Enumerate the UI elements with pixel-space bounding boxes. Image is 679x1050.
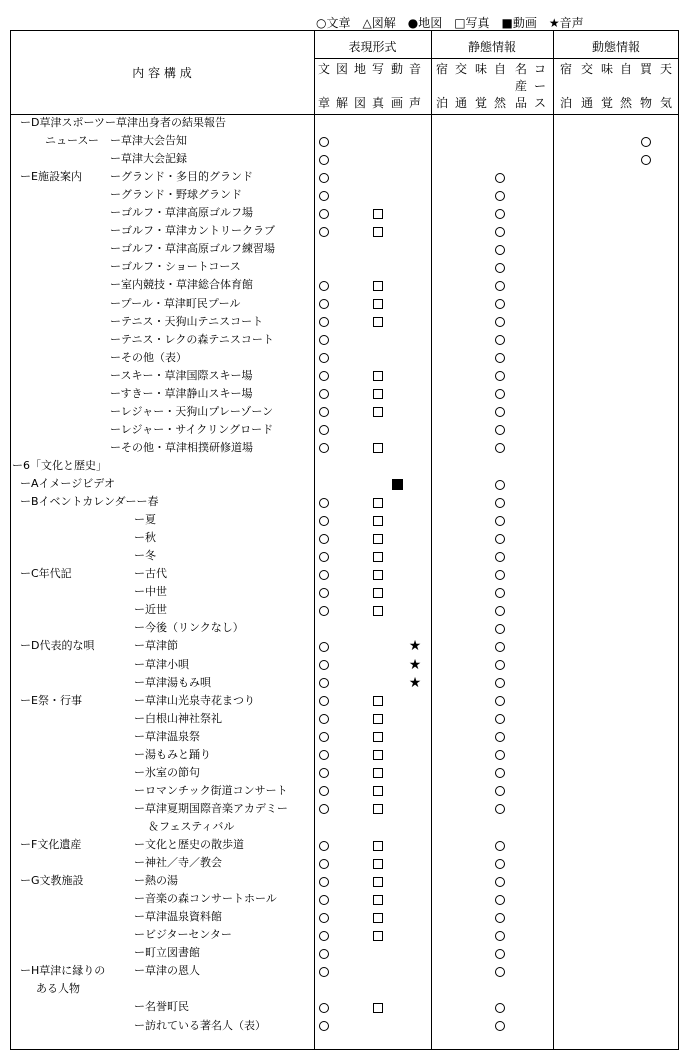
row-item: ー町立図書館 — [134, 946, 200, 960]
static-column-header: 味 — [474, 62, 487, 76]
circle-mark — [491, 890, 509, 908]
circle-mark — [315, 349, 333, 367]
square-mark — [369, 872, 387, 890]
circle-mark — [491, 511, 509, 529]
dynamic-column-header: 然 — [619, 96, 632, 110]
dynamic-column-header: 泊 — [559, 96, 572, 110]
row-category: ーE祭・行事 — [20, 693, 82, 707]
static-column-header: ス — [533, 96, 546, 110]
square-mark — [369, 728, 387, 746]
legend-item: □写真 — [454, 16, 490, 30]
row-item: ーすきー・草津静山スキー場 — [110, 386, 253, 400]
static-column-header: 名 — [514, 62, 527, 76]
circle-mark — [315, 547, 333, 565]
circle-mark — [315, 276, 333, 294]
row-item: ー神社／寺／教会 — [134, 856, 222, 870]
square-mark — [369, 276, 387, 294]
circle-mark — [315, 637, 333, 655]
circle-mark — [491, 998, 509, 1016]
circle-mark — [491, 854, 509, 872]
circle-mark — [315, 782, 333, 800]
static-column-header: 品 — [514, 96, 527, 110]
circle-mark — [315, 890, 333, 908]
legend-item: ●地図 — [407, 16, 443, 30]
square-mark — [369, 204, 387, 222]
circle-mark — [491, 493, 509, 511]
row-item: ーゴルフ・ショートコース — [110, 260, 241, 274]
circle-mark — [491, 258, 509, 276]
circle-mark — [491, 710, 509, 728]
row-category: ある人物 — [36, 982, 80, 996]
circle-mark — [491, 367, 509, 385]
divider — [314, 58, 679, 59]
divider — [431, 30, 432, 1050]
square-mark — [369, 836, 387, 854]
expression-column-header: 地 — [353, 62, 366, 76]
group-header-static: 静態情報 — [467, 40, 516, 54]
static-column-header: 自 — [493, 62, 506, 76]
circle-mark — [315, 403, 333, 421]
square-mark — [369, 583, 387, 601]
circle-mark — [315, 728, 333, 746]
circle-mark — [491, 656, 509, 674]
circle-mark — [491, 295, 509, 313]
row-item: ー音楽の森コンサートホール — [134, 892, 277, 906]
circle-mark — [315, 439, 333, 457]
circle-mark — [315, 168, 333, 186]
dynamic-column-header: 物 — [639, 96, 652, 110]
static-column-header: 産 — [514, 79, 527, 93]
circle-mark — [315, 132, 333, 150]
expression-column-header: 図 — [353, 96, 366, 110]
row-item: ーその他（表） — [110, 350, 187, 364]
group-header-expression: 表現形式 — [348, 40, 397, 54]
circle-mark — [315, 295, 333, 313]
circle-mark — [491, 601, 509, 619]
circle-mark — [315, 511, 333, 529]
circle-mark — [315, 313, 333, 331]
circle-mark — [491, 439, 509, 457]
expression-column-header: 音 — [408, 62, 421, 76]
row-category: ーH草津に縁りの — [20, 964, 106, 978]
circle-mark — [491, 674, 509, 692]
square-mark — [369, 222, 387, 240]
static-column-header: 宿 — [435, 62, 448, 76]
circle-mark — [491, 565, 509, 583]
circle-mark — [491, 800, 509, 818]
row-item: ー草津温泉資料館 — [134, 910, 222, 924]
row-item: ーレジャー・天狗山プレーゾーン — [110, 404, 274, 418]
square-mark — [369, 403, 387, 421]
circle-mark — [491, 764, 509, 782]
star-mark: ★ — [408, 674, 422, 691]
circle-mark — [491, 962, 509, 980]
circle-mark — [491, 240, 509, 258]
row-item: ースキー・草津国際スキー場 — [110, 368, 253, 382]
square-mark — [369, 313, 387, 331]
row-item: ー白根山神社祭礼 — [134, 711, 222, 725]
circle-mark — [491, 619, 509, 637]
row-item: ーロマンチック街道コンサート — [134, 783, 288, 797]
row-item: ー訪れている著名人（表） — [134, 1018, 266, 1032]
row-item: ーレジャー・サイクリングロード — [110, 422, 274, 436]
row-item: ー氷室の節句 — [134, 765, 200, 779]
circle-mark — [315, 331, 333, 349]
row-item: ー熱の湯 — [134, 874, 178, 888]
circle-mark — [315, 186, 333, 204]
dynamic-column-header: 自 — [619, 62, 632, 76]
circle-mark — [491, 385, 509, 403]
circle-mark — [491, 349, 509, 367]
circle-mark — [315, 367, 333, 385]
row-item: ー草津の恩人 — [134, 964, 200, 978]
circle-mark — [315, 565, 333, 583]
circle-mark — [315, 222, 333, 240]
square-mark — [369, 764, 387, 782]
square-mark — [369, 565, 387, 583]
legend-item: △図解 — [362, 16, 396, 30]
row-item: ーゴルフ・草津カントリークラブ — [110, 224, 275, 238]
square-mark — [369, 511, 387, 529]
row-category: ーD代表的な唄 — [20, 639, 95, 653]
expression-column-header: 文 — [317, 62, 330, 76]
static-column-header: 交 — [454, 62, 467, 76]
row-category: ーF文化遺産 — [20, 838, 82, 851]
row-category: ー6「文化と歴史」 — [12, 458, 107, 472]
row-item: ーゴルフ・草津高原ゴルフ場 — [110, 206, 253, 220]
row-item: ーその他・草津相撲研修道場 — [110, 440, 253, 454]
circle-mark — [491, 926, 509, 944]
divider — [553, 30, 554, 1050]
circle-mark — [491, 276, 509, 294]
row-item: ーテニス・天狗山テニスコート — [110, 314, 264, 328]
square-mark — [369, 385, 387, 403]
square-mark — [369, 439, 387, 457]
circle-mark — [315, 962, 333, 980]
circle-mark — [491, 782, 509, 800]
circle-mark — [491, 728, 509, 746]
circle-mark — [315, 601, 333, 619]
circle-mark — [315, 998, 333, 1016]
circle-mark — [315, 674, 333, 692]
dynamic-column-header: 天 — [659, 62, 672, 76]
row-item: ーゴルフ・草津高原ゴルフ練習場 — [110, 242, 275, 256]
circle-mark — [315, 150, 333, 168]
circle-mark — [315, 529, 333, 547]
static-column-header: 通 — [454, 96, 467, 110]
expression-column-header: 図 — [335, 62, 348, 76]
circle-mark — [315, 944, 333, 962]
row-item: ー近世 — [134, 603, 167, 617]
square-mark — [369, 367, 387, 385]
square-mark — [369, 295, 387, 313]
row-item: ー草津山光泉寺花まつり — [134, 693, 255, 707]
row-item: ーグランド・多目的グランド — [110, 170, 253, 184]
row-item: ー草津湯もみ唄 — [134, 675, 211, 689]
row-item: ーテニス・レクの森テニスコート — [110, 332, 274, 346]
square-mark — [369, 926, 387, 944]
circle-mark — [491, 204, 509, 222]
circle-mark — [315, 908, 333, 926]
row-item: ー夏 — [134, 513, 156, 527]
circle-mark — [491, 168, 509, 186]
expression-column-header: 画 — [390, 96, 403, 110]
row-item: ー草津温泉祭 — [134, 729, 200, 743]
static-column-header: 然 — [493, 96, 506, 110]
row-item: ーグランド・野球グランド — [110, 188, 242, 202]
row-item: ー冬 — [134, 549, 156, 563]
row-item: ー草津節 — [134, 639, 178, 653]
content-header: 内 容 構 成 — [132, 66, 192, 80]
circle-mark — [315, 656, 333, 674]
static-column-header: 泊 — [435, 96, 448, 110]
row-item: ー今後（リンクなし） — [134, 621, 244, 635]
square-mark — [369, 710, 387, 728]
square-mark — [369, 890, 387, 908]
circle-mark — [315, 1017, 333, 1035]
dynamic-column-header: 気 — [659, 96, 672, 110]
square-mark — [369, 782, 387, 800]
circle-mark — [491, 313, 509, 331]
row-category: ーE施設案内 — [20, 170, 82, 184]
dynamic-column-header: 味 — [600, 62, 613, 76]
circle-mark — [637, 150, 655, 168]
square-mark — [369, 529, 387, 547]
circle-mark — [637, 132, 655, 150]
circle-mark — [491, 475, 509, 493]
expression-column-header: 写 — [371, 62, 384, 76]
expression-column-header: 解 — [335, 96, 348, 110]
row-category: ーC年代記 — [20, 567, 72, 581]
square-mark — [369, 746, 387, 764]
circle-mark — [491, 529, 509, 547]
group-header-dynamic: 動態情報 — [591, 40, 640, 54]
dynamic-column-header: 覚 — [600, 96, 613, 110]
row-category: ーAイメージビデオ — [20, 477, 115, 490]
circle-mark — [315, 800, 333, 818]
square-mark — [369, 692, 387, 710]
circle-mark — [491, 908, 509, 926]
dynamic-column-header: 通 — [580, 96, 593, 110]
circle-mark — [315, 872, 333, 890]
expression-column-header: 章 — [317, 96, 330, 110]
square-mark — [369, 800, 387, 818]
square-mark — [369, 601, 387, 619]
circle-mark — [315, 385, 333, 403]
expression-column-header: 動 — [390, 62, 403, 76]
static-column-header: ー — [533, 79, 546, 93]
circle-mark — [315, 493, 333, 511]
circle-mark — [315, 746, 333, 764]
dynamic-column-header: 買 — [639, 62, 652, 76]
square-mark — [369, 493, 387, 511]
static-column-header: コ — [533, 62, 546, 76]
circle-mark — [315, 421, 333, 439]
circle-mark — [491, 222, 509, 240]
circle-mark — [315, 692, 333, 710]
circle-mark — [491, 692, 509, 710]
legend-item: ★音声 — [548, 16, 584, 30]
square-mark — [369, 998, 387, 1016]
star-mark: ★ — [408, 656, 422, 673]
expression-column-header: 声 — [408, 96, 421, 110]
row-item: ー秋 — [134, 531, 156, 545]
circle-mark — [315, 854, 333, 872]
circle-mark — [491, 186, 509, 204]
row-item: ー古代 — [134, 567, 167, 581]
expression-column-header: 真 — [371, 96, 384, 110]
circle-mark — [491, 637, 509, 655]
circle-mark — [491, 746, 509, 764]
row-item: ービジターセンター — [134, 928, 232, 942]
row-item: ー草津大会告知 — [110, 134, 187, 148]
row-item: ー名誉町民 — [134, 1000, 189, 1014]
legend-item: ○文章 — [316, 16, 351, 30]
dynamic-column-header: 交 — [580, 62, 593, 76]
row-item: ープール・草津町民プール — [110, 296, 241, 310]
star-mark: ★ — [408, 638, 422, 655]
square-mark — [369, 908, 387, 926]
dynamic-column-header: 宿 — [559, 62, 572, 76]
circle-mark — [315, 836, 333, 854]
circle-mark — [315, 764, 333, 782]
legend — [316, 14, 584, 31]
circle-mark — [491, 944, 509, 962]
row-item: ー文化と歴史の散歩道 — [134, 838, 244, 851]
row-category: ーD草津スポーツー草津出身者の結果報告 — [20, 116, 227, 129]
circle-mark — [491, 836, 509, 854]
static-column-header: 覚 — [474, 96, 487, 110]
circle-mark — [491, 1017, 509, 1035]
circle-mark — [491, 421, 509, 439]
circle-mark — [491, 872, 509, 890]
video-mark — [388, 475, 406, 493]
row-item: ＆フェスティバル — [148, 819, 235, 833]
row-category: ニュースー — [45, 134, 99, 148]
row-item: ー湯もみと踊り — [134, 747, 211, 761]
circle-mark — [491, 403, 509, 421]
row-item: ー中世 — [134, 585, 167, 599]
square-mark — [369, 854, 387, 872]
row-item: ー草津大会記録 — [110, 152, 187, 166]
circle-mark — [315, 926, 333, 944]
legend-item: ■動画 — [501, 16, 537, 30]
circle-mark — [491, 547, 509, 565]
circle-mark — [315, 710, 333, 728]
row-item: ー草津夏期国際音楽アカデミー — [134, 801, 288, 815]
row-category: ーBイベントカレンダーー春 — [20, 495, 159, 509]
row-item: ー草津小唄 — [134, 657, 189, 671]
circle-mark — [315, 583, 333, 601]
square-mark — [369, 547, 387, 565]
circle-mark — [491, 331, 509, 349]
row-item: ー室内競技・草津総合体育館 — [110, 278, 253, 292]
row-category: ーG文教施設 — [20, 874, 84, 888]
circle-mark — [315, 204, 333, 222]
circle-mark — [491, 583, 509, 601]
